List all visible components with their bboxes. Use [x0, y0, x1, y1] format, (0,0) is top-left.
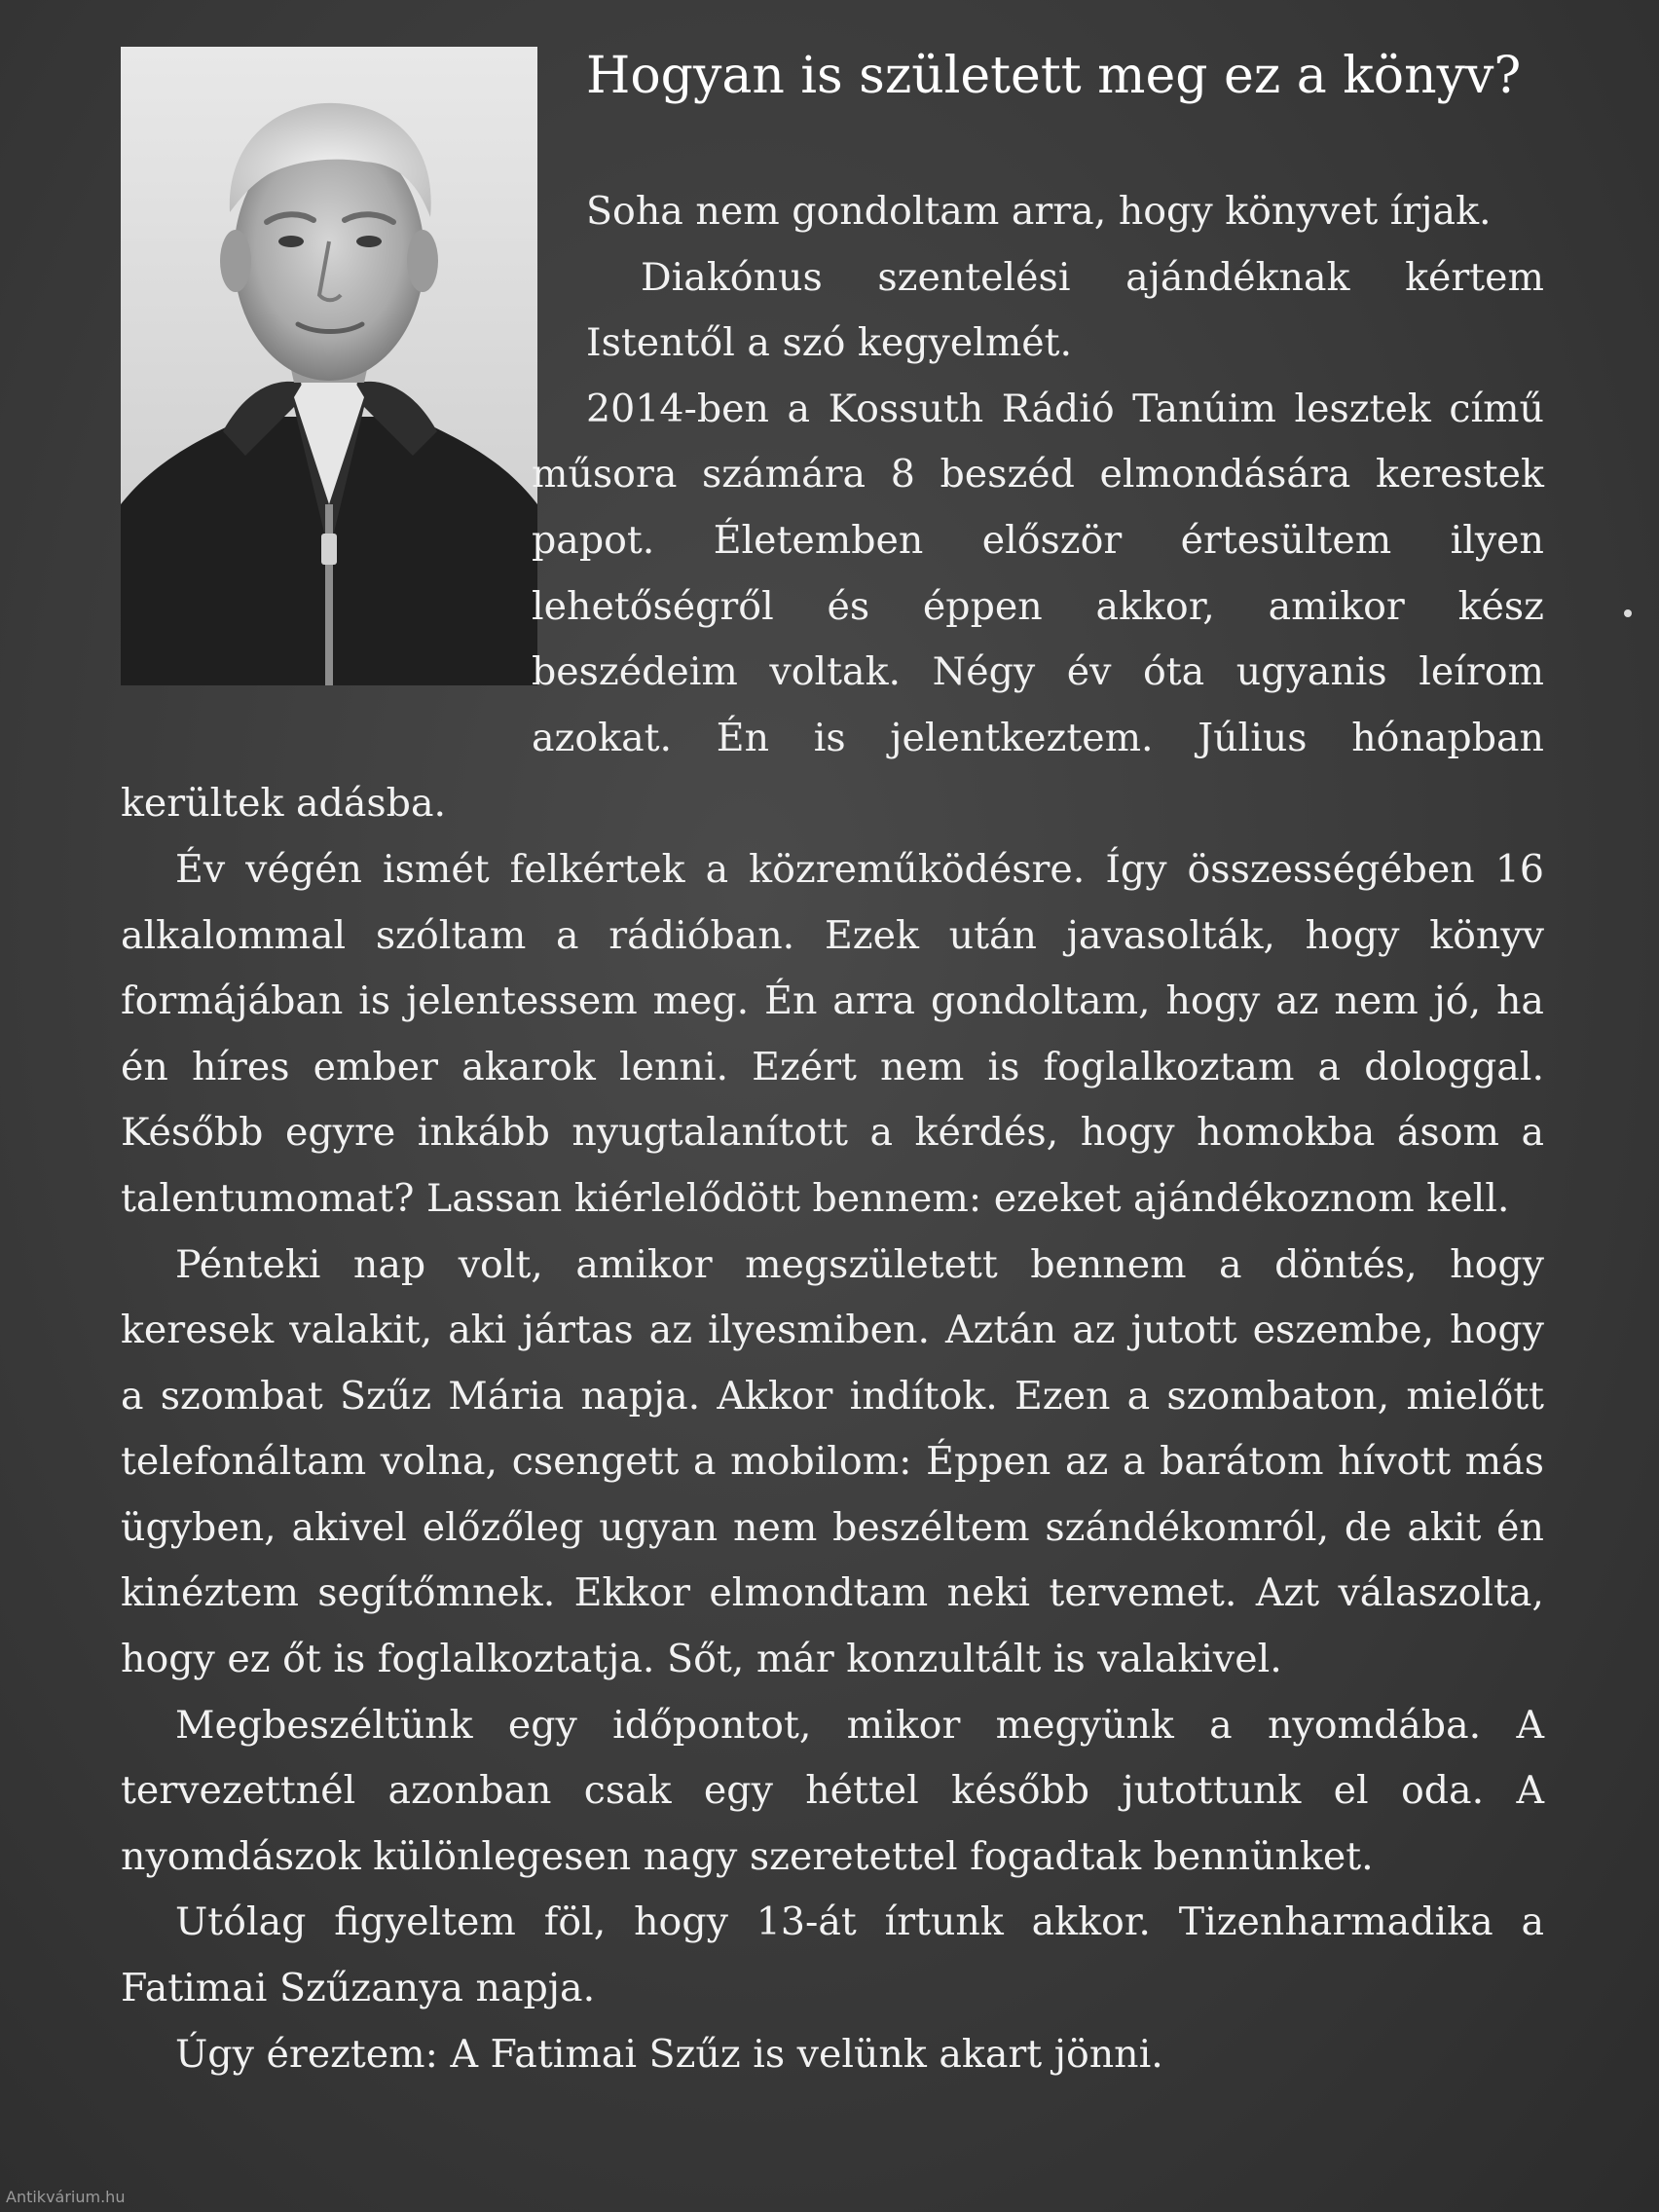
paragraph-4: Év végén ismét felkértek a közreműködésre. Így összességében 16 alkalommal szóltam a rádióban. Ezek után javasolták, hogy könyv formájában is jelentessem meg. Én arra gondoltam, hogy az nem jó, ha én híres ember akarok lenni. Ezért nem is foglalkoztam a dologgal. Később egyre inkább nyugtalanított a kérdés, hogy homokba ásom a talentumomat? Lassan kiérlelődött bennem: ezeket ajándékoznom kell.: [121, 846, 1544, 1221]
print-speck: [1624, 609, 1632, 617]
paragraph-5: Pénteki nap volt, amikor megszületett bennem a döntés, hogy keresek valakit, aki jártas az ilyesmiben. Aztán az jutott eszembe, hogy a szombat Szűz Mária napja. Akkor indítok. Ezen a szombaton, mielőtt telefonáltam volna, csengett a mobilom: Éppen az a barátom hívott más ügyben, akivel előzőleg ugyan nem beszéltem szándékomról, de akit én kinéztem segítőmnek. Ekkor elmondtam neki tervemet. Azt válaszolta, hogy ez őt is foglalkoztatja. Sőt, már konzultált is valakivel.: [121, 1241, 1544, 1682]
paragraph-7: Utólag figyeltem föl, hogy 13-át írtunk akkor. Tizenharmadika a Fatimai Szűzanya napja.: [121, 1899, 1544, 2011]
paragraph-6: Megbeszéltünk egy időpontot, mikor megyünk a nyomdába. A tervezettnél azonban csak egy héttel később jutottunk el oda. A nyomdászok különlegesen nagy szeretettel fogadtak bennünket.: [121, 1702, 1544, 1879]
paragraph-1: Soha nem gondoltam arra, hogy könyvet írjak.: [586, 189, 1492, 234]
paragraph-2: Diakónus szentelési ajándéknak kértem Istentől a szó kegyelmét.: [586, 254, 1544, 366]
page-title: Hogyan is született meg ez a könyv?: [586, 47, 1522, 105]
paragraph-3: [121, 377, 1544, 837]
paragraph-3-text: 2014-ben a Kossuth Rádió Tanúim lesztek című műsora számára 8 beszéd elmondására kerestek papot. Életemben először értesültem ilyen lehetőségről és éppen akkor, amikor kész beszédeim voltak. Négy év óta ugyanis leírom azokat. Én is jelentkeztem. Július hónapban kerültek adásba.: [121, 386, 1544, 827]
paragraph-8: Úgy éreztem: A Fatimai Szűz is velünk akart jönni.: [175, 2031, 1163, 2077]
watermark: Antikvárium.hu: [6, 2188, 126, 2206]
body-text: [121, 179, 1544, 2087]
